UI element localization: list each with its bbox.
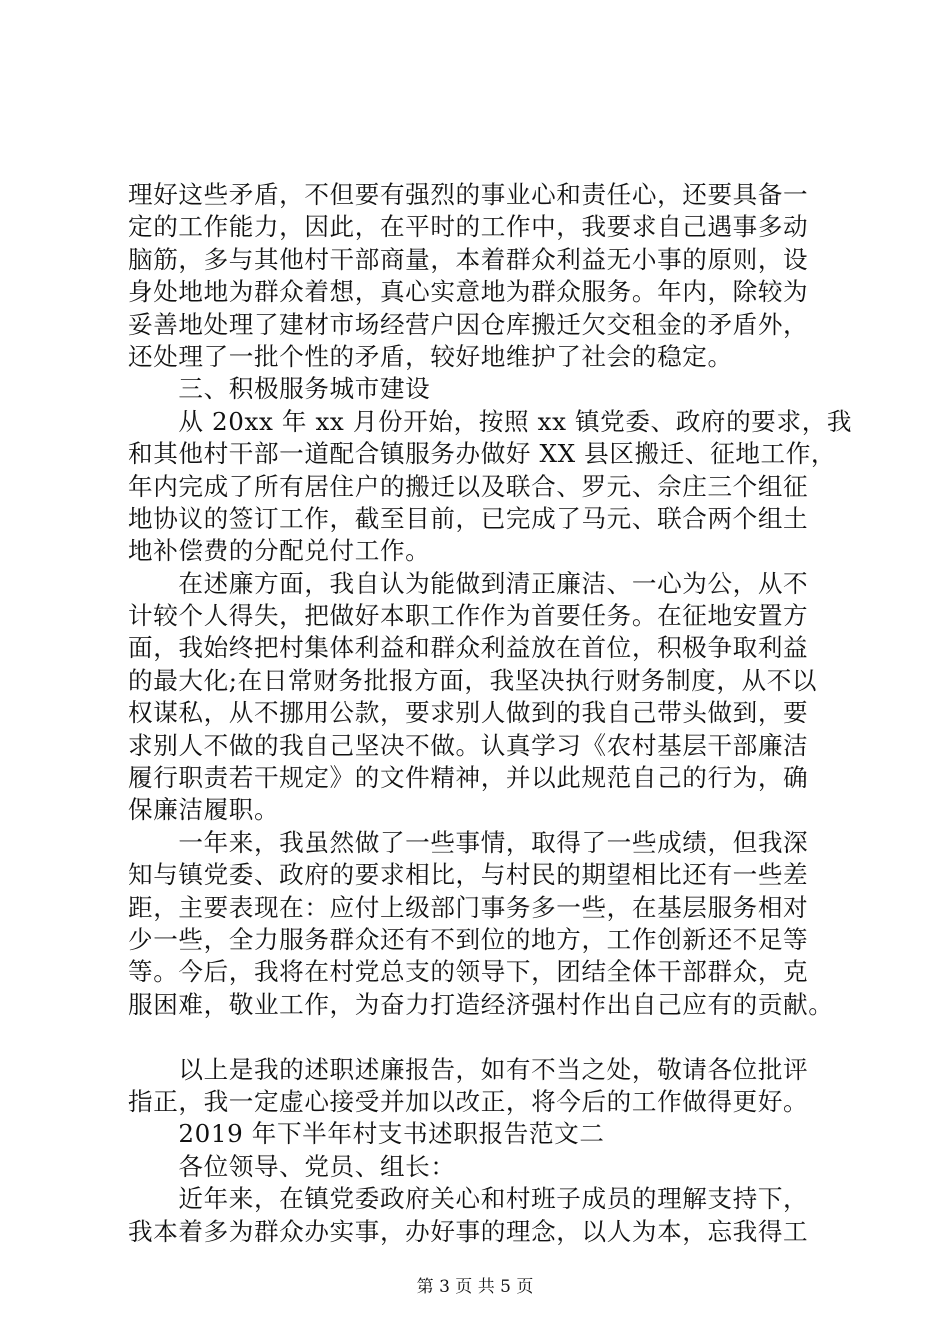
- text-line: 和其他村干部一道配合镇服务办做好 XX 县区搬迁、征地工作，: [128, 439, 837, 469]
- text-line: 等。今后，我将在村党总支的领导下，团结全体干部群众，克: [128, 957, 809, 987]
- text-line: 从 20xx 年 xx 月份开始，按照 xx 镇党委、政府的要求，我: [128, 406, 853, 436]
- text-line: 权谋私，从不挪用公款，要求别人做到的我自己带头做到，要: [128, 698, 809, 728]
- text-line: 的最大化;在日常财务批报方面，我坚决执行财务制度，从不以: [128, 665, 818, 695]
- section-heading: 2019 年下半年村支书述职报告范文二: [128, 1119, 605, 1149]
- text-line: 履行职责若干规定》的文件精神，并以此规范自己的行为，确: [128, 763, 809, 793]
- text-line: 计较个人得失，把做好本职工作作为首要任务。在征地安置方: [128, 601, 809, 631]
- text-line: 身处地地为群众着想，真心实意地为群众服务。年内，除较为: [128, 277, 809, 307]
- salutation: 各位领导、党员、组长：: [128, 1151, 456, 1181]
- text-line: 在述廉方面，我自认为能做到清正廉洁、一心为公，从不: [128, 568, 809, 598]
- text-line: 还处理了一批个性的矛盾，较好地维护了社会的稳定。: [128, 341, 733, 371]
- text-line: 地补偿费的分配兑付工作。: [128, 536, 431, 566]
- paragraph-gap: [128, 1021, 860, 1053]
- section-heading: 三、积极服务城市建设: [128, 374, 431, 404]
- text-line: 少一些，全力服务群众还有不到位的地方，工作创新还不足等: [128, 924, 809, 954]
- text-line: 求别人不做的我自己坚决不做。认真学习《农村基层干部廉洁: [128, 730, 809, 760]
- page-number: 第 3 页 共 5 页: [416, 1277, 534, 1297]
- text-line: 我本着多为群众办实事，办好事的理念，以人为本，忘我得工: [128, 1216, 809, 1246]
- text-line: 知与镇党委、政府的要求相比，与村民的期望相比还有一些差: [128, 860, 809, 890]
- document-body: [128, 179, 860, 1248]
- text-line: 距，主要表现在：应付上级部门事务多一些，在基层服务相对: [128, 892, 809, 922]
- text-line: 一年来，我虽然做了一些事情，取得了一些成绩，但我深: [128, 827, 809, 857]
- text-line: 指正，我一定虚心接受并加以改正，将今后的工作做得更好。: [128, 1086, 809, 1116]
- text-line: 面，我始终把村集体利益和群众利益放在首位，积极争取利益: [128, 633, 809, 663]
- text-line: 服困难，敬业工作，为奋力打造经济强村作出自己应有的贡献。: [128, 989, 834, 1019]
- text-line: 保廉洁履职。: [128, 795, 280, 825]
- text-line: 年内完成了所有居住户的搬迁以及联合、罗元、佘庄三个组征: [128, 471, 809, 501]
- text-line: 近年来，在镇党委政府关心和村班子成员的理解支持下，: [128, 1184, 809, 1214]
- text-line: 定的工作能力，因此，在平时的工作中，我要求自己遇事多动: [128, 212, 809, 242]
- text-line: 理好这些矛盾，不但要有强烈的事业心和责任心，还要具备一: [128, 180, 809, 209]
- page-footer: [0, 1276, 950, 1298]
- text-line: 妥善地处理了建材市场经营户因仓库搬迁欠交租金的矛盾外，: [128, 309, 809, 339]
- text-line: 以上是我的述职述廉报告，如有不当之处，敬请各位批评: [128, 1054, 809, 1084]
- text-line: 脑筋，多与其他村干部商量，本着群众利益无小事的原则，设: [128, 244, 809, 274]
- text-line: 地协议的签订工作，截至目前，已完成了马元、联合两个组土: [128, 503, 809, 533]
